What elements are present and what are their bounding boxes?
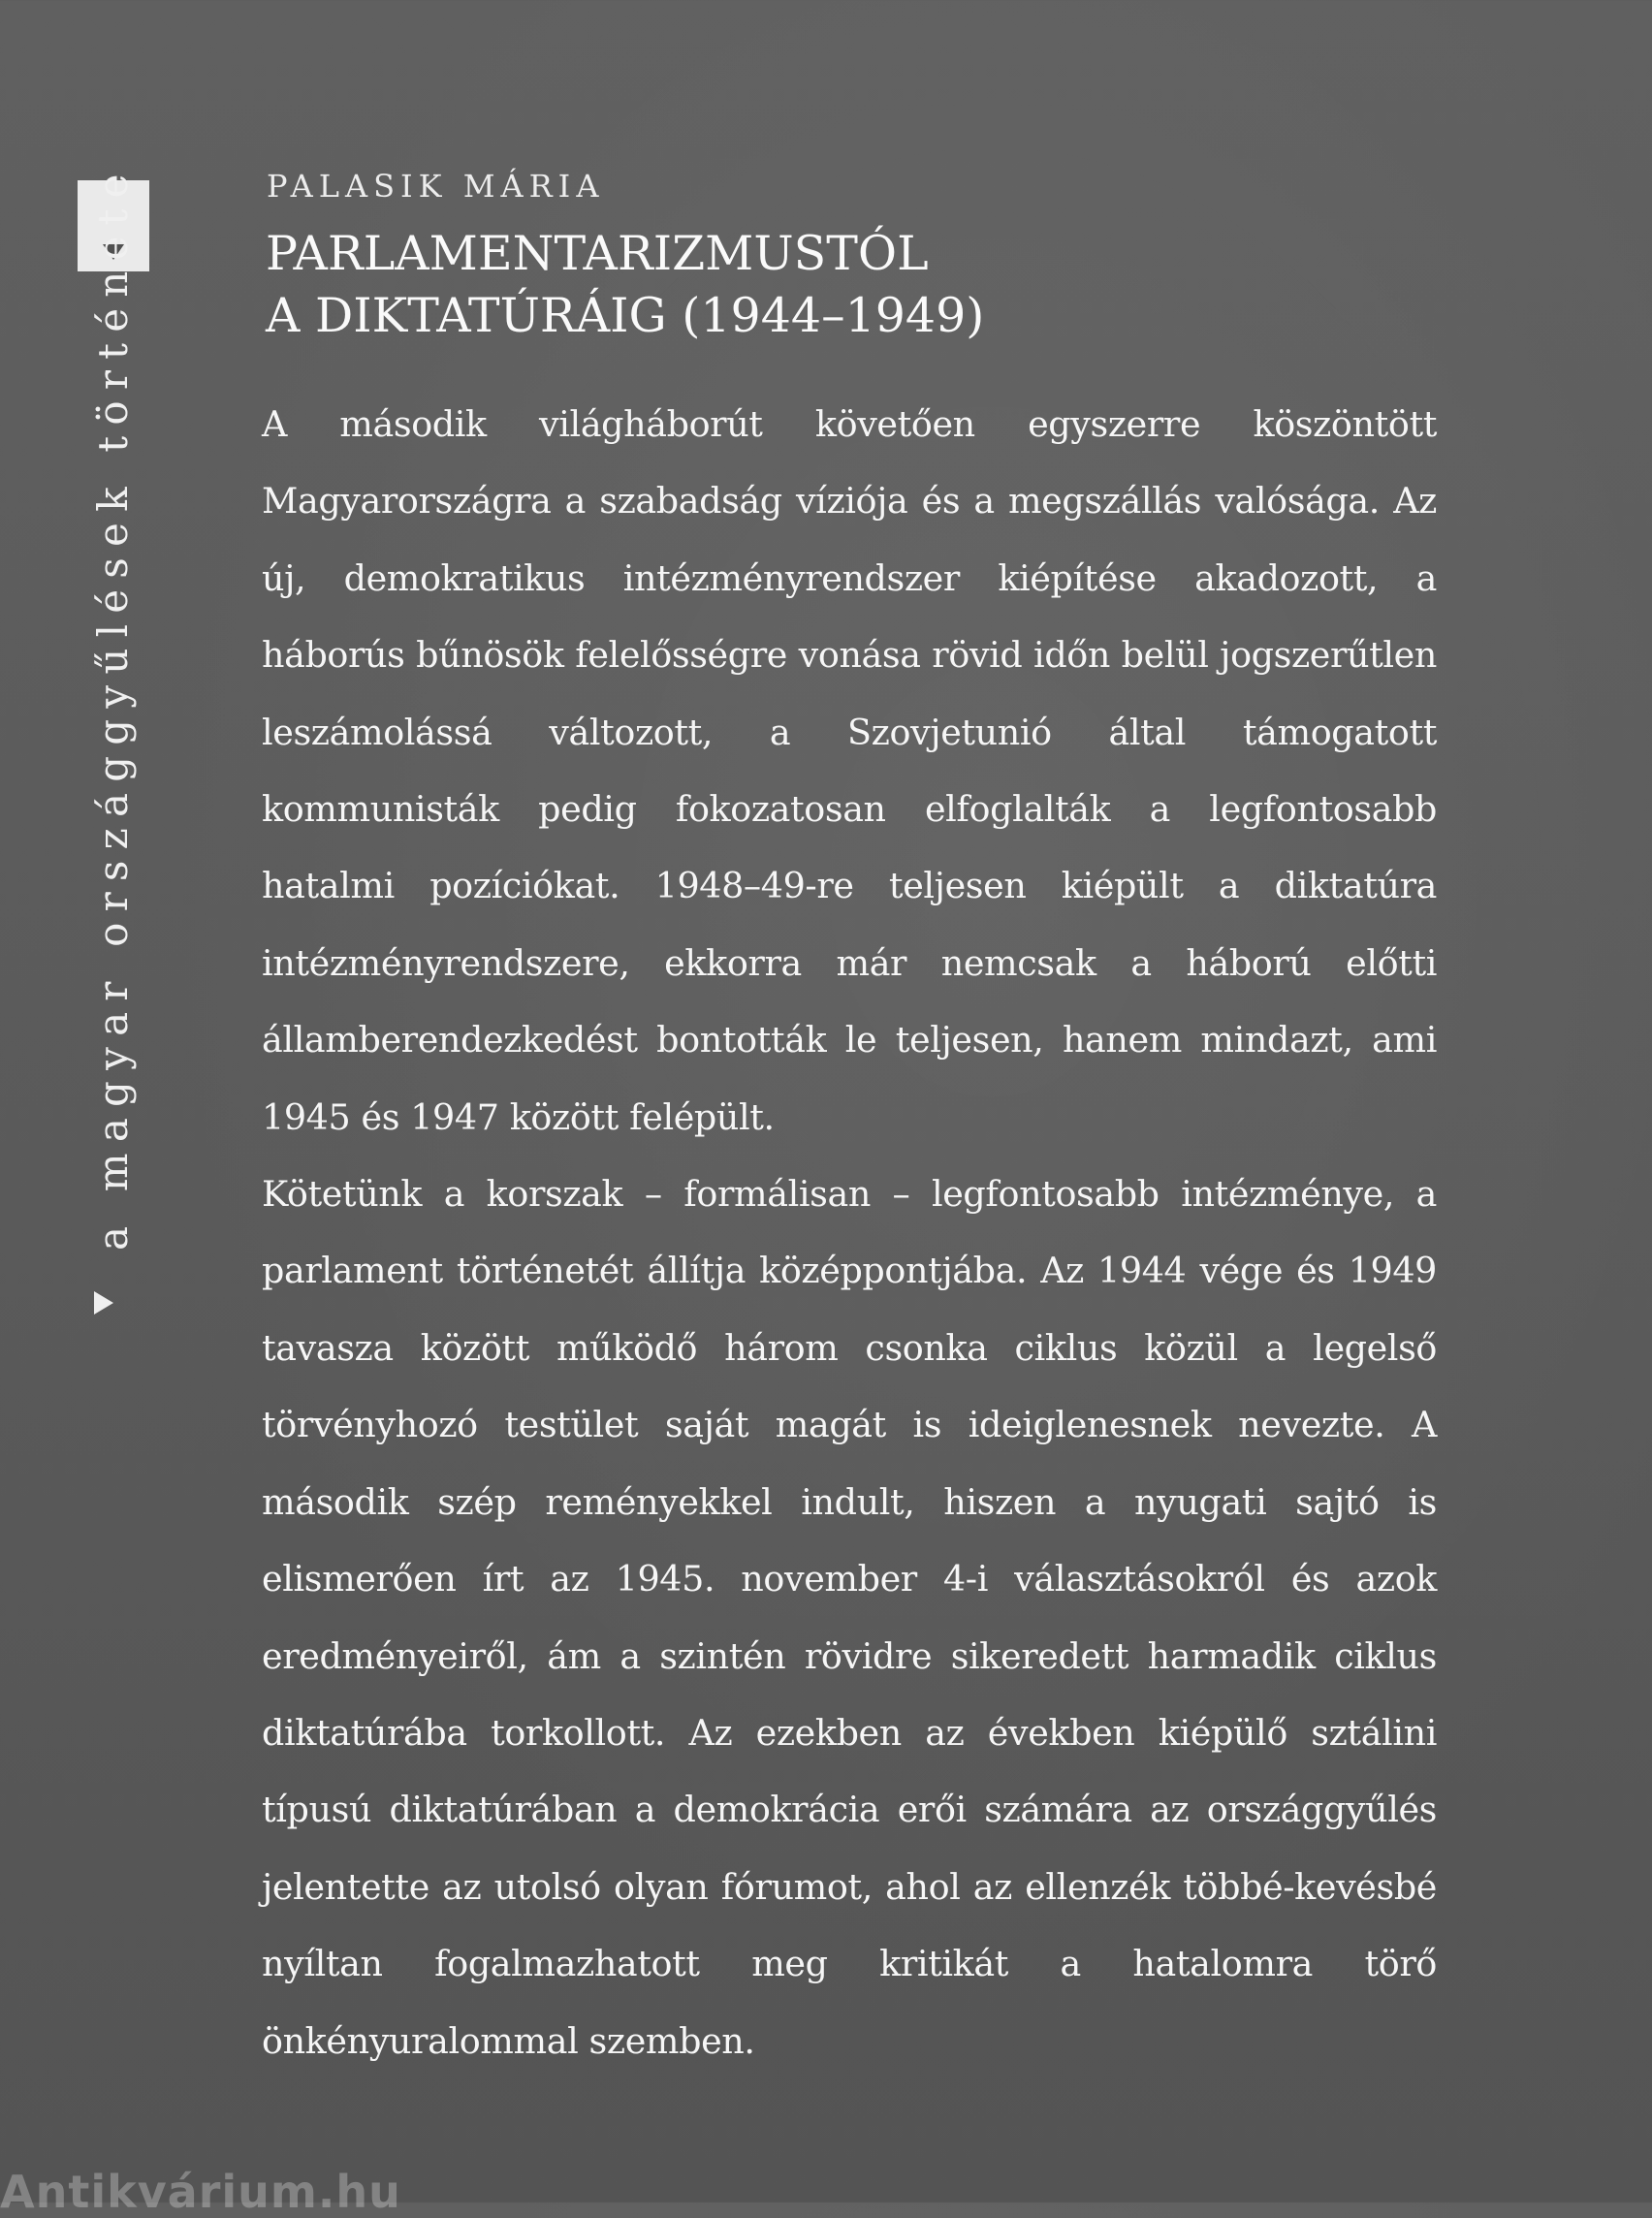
book-title-line-1: PARLAMENTARIZMUSTÓL [266,226,929,281]
triangle-right-icon [94,1291,113,1315]
blurb-paragraph-1: A második világháborút követően egyszerre köszöntött Magyarországra a szabadság víziója és a megszállás valósága. Az új, demokratikus intézményrendszer kiépítése akadozott, a háborús bűnösök felelősségre vonása rövid időn belül jogszerűtlen leszámolássá változott, a Szovjetunió által támogatott kommunisták pedig fokozatosan elfoglalták a legfontosabb hatalmi pozíciókat. 1948–49-re teljesen kiépült a diktatúra intézményrendszere, ekkorra már nemcsak a háború előtti államberendezkedést bontották le teljesen, hanem mindazt, ami 1945 és 1947 között felépült. [262,403,1437,1138]
series-title: a magyar országgyűlések története [89,163,137,1251]
book-title-line-2: A DIKTATÚRÁIG (1944–1949) [266,288,985,343]
author-name: PALASIK MÁRIA [267,168,605,205]
book-title [266,223,1526,347]
watermark: Antikvárium.hu [0,2166,401,2218]
series-spine [78,163,149,1309]
blurb-paragraph-2: Kötetünk a korszak – formálisan – legfontosabb intézménye, a parlament történetét állítja középpontjába. Az 1944 vége és 1949 tavasza között működő három csonka ciklus közül a legelső törvényhozó testület saját magát is ideiglenesnek nevezte. A második szép reményekkel indult, hiszen a nyugati sajtó is elismerően írt az 1945. november 4-i választásokról és azok eredményeiről, ám a szintén rövidre sikeredett harmadik ciklus diktatúrába torkollott. Az ezekben az években kiépülő sztálini típusú diktatúrában a demokrácia erői számára az országgyűlés jelentette az utolsó olyan fórumot, ahol az ellenzék többé-kevésbé nyíltan fogalmazhatott meg kritikát a hatalomra törő önkényuralommal szemben. [262,1173,1437,2062]
blurb-text [262,386,1437,2079]
